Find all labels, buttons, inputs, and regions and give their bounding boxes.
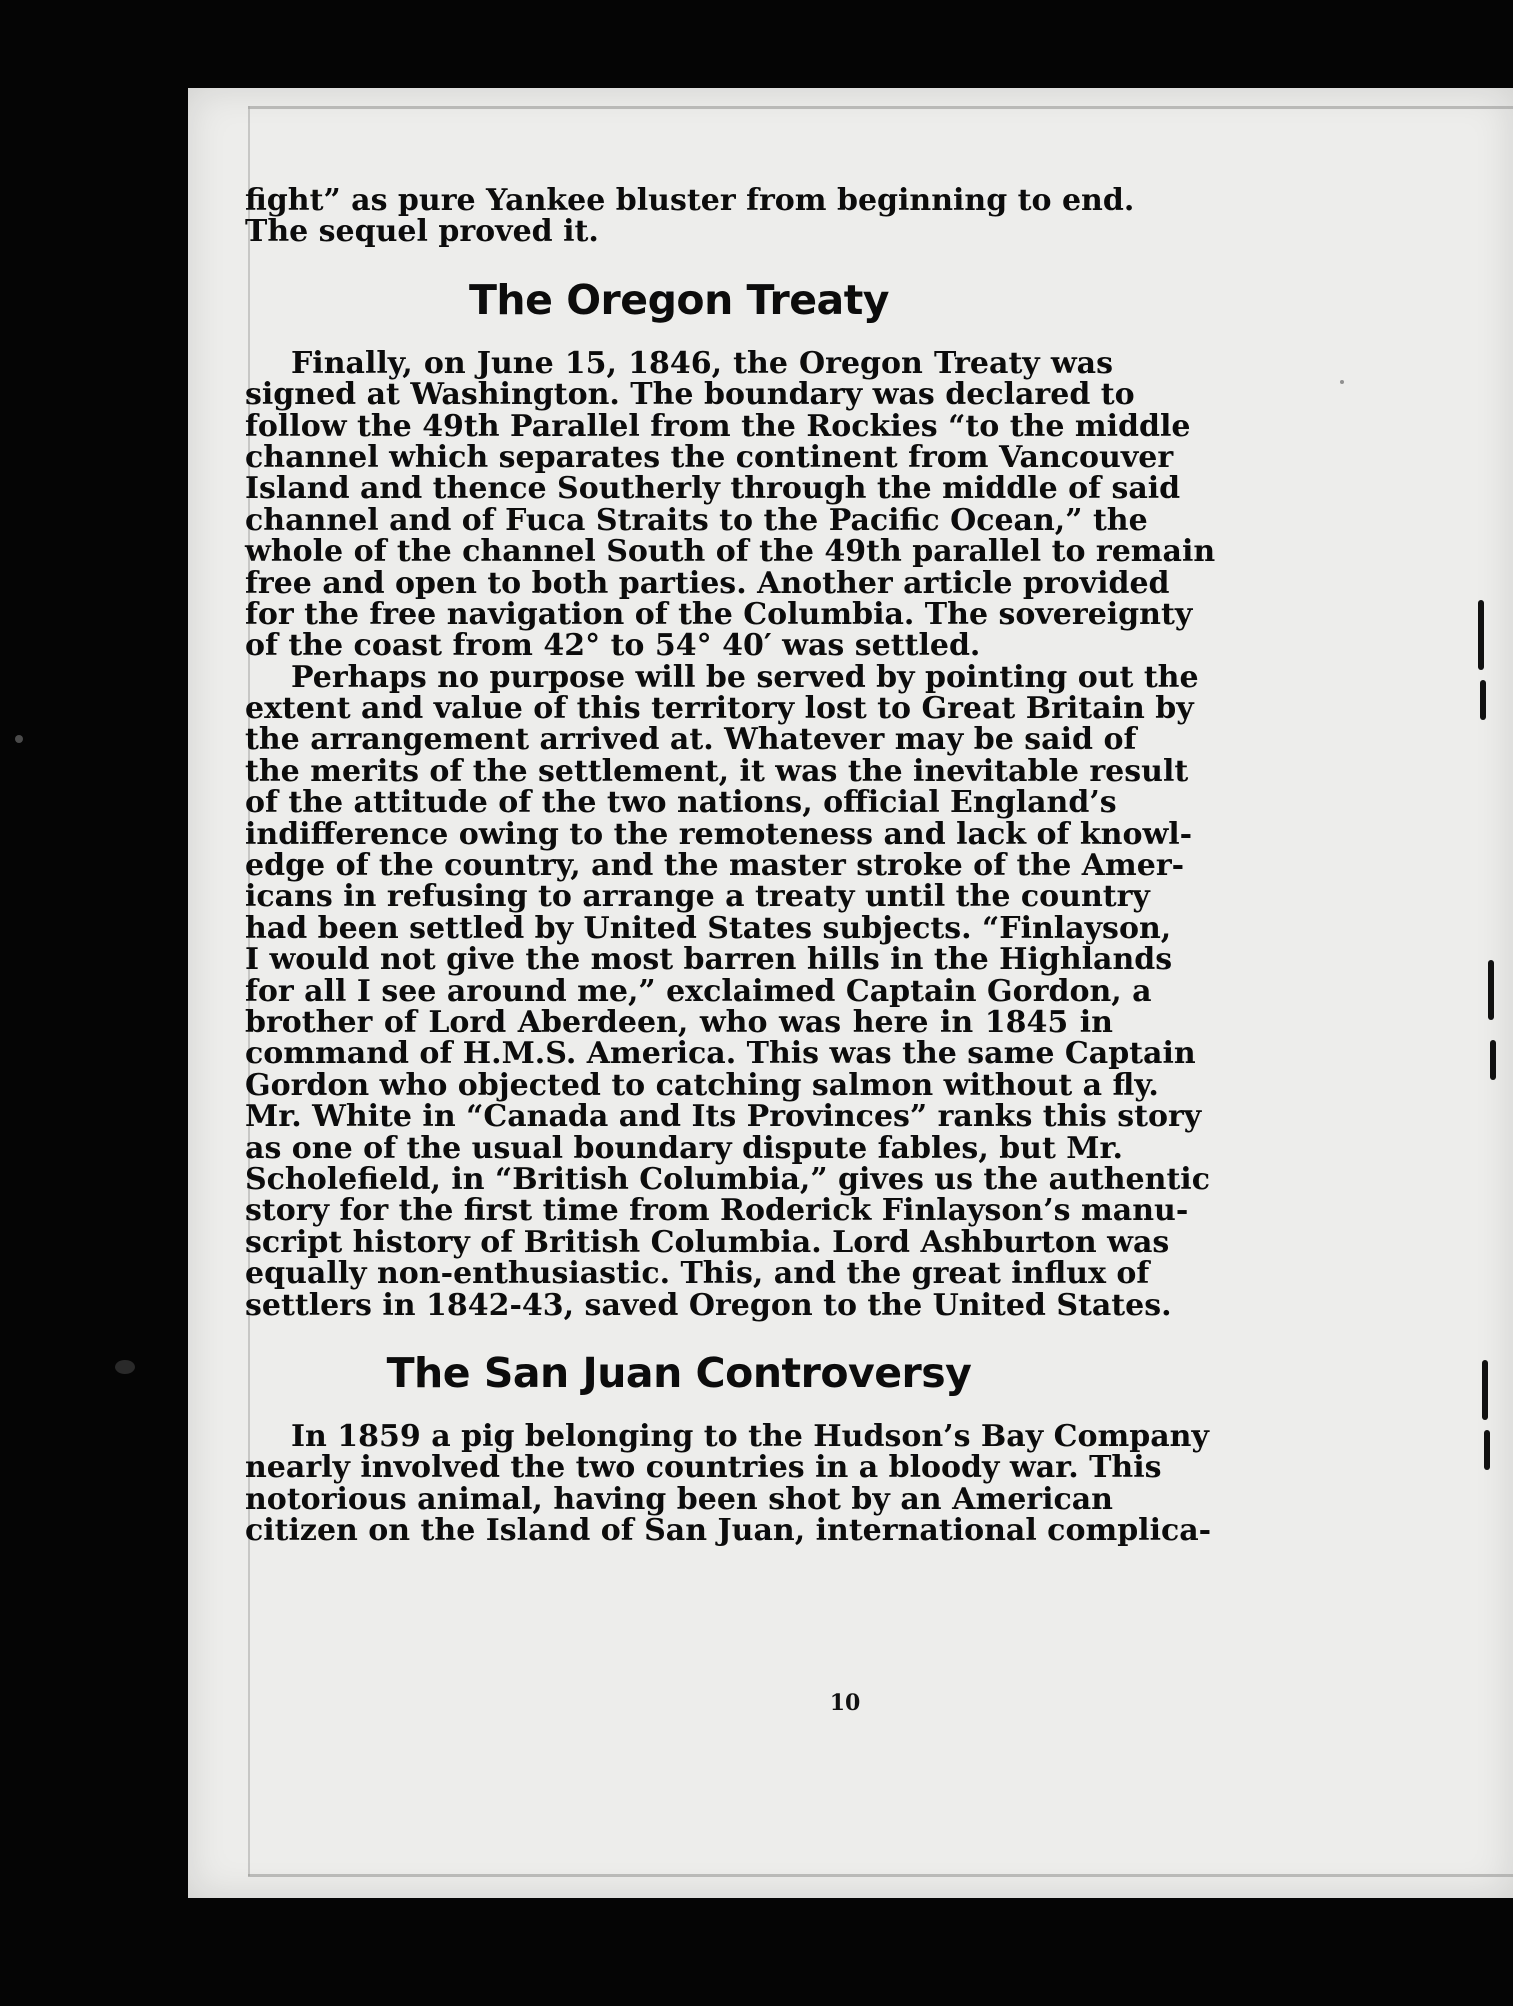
text-line: the merits of the settlement, it was the inevitable result xyxy=(245,753,1189,789)
text-line: The sequel proved it. xyxy=(245,214,599,250)
text-line: free and open to both parties. Another article provided xyxy=(245,565,1170,601)
text-line: fight” as pure Yankee bluster from beginning to end. xyxy=(245,183,1135,218)
text-line: Mr. White in “Canada and Its Provinces” ranks this story xyxy=(245,1099,1202,1135)
text-line: In 1859 a pig belonging to the Hudson’s Bay Company xyxy=(291,1418,1209,1454)
text-line: follow the 49th Parallel from the Rockies “to the middle xyxy=(245,408,1191,444)
text-line: for all I see around me,” exclaimed Captain Gordon, a xyxy=(245,973,1152,1009)
text-line: as one of the usual boundary dispute fables, but Mr. xyxy=(245,1130,1123,1166)
binding-mark xyxy=(1484,1430,1490,1470)
page-number: 10 xyxy=(829,1690,861,1716)
section-heading-oregon-treaty: The Oregon Treaty xyxy=(468,275,890,324)
text-line: Gordon who objected to catching salmon without a fly. xyxy=(245,1067,1159,1103)
text-line: brother of Lord Aberdeen, who was here in 1845 in xyxy=(245,1004,1113,1040)
text-line: channel which separates the continent from Vancouver xyxy=(245,439,1174,475)
text-line: Finally, on June 15, 1846, the Oregon Treaty was xyxy=(291,345,1113,381)
scan-speck xyxy=(15,735,23,743)
scan-speck xyxy=(1340,380,1344,384)
text-line: edge of the country, and the master stroke of the Amer- xyxy=(245,848,1185,884)
text-line: had been settled by United States subjects. “Finlayson, xyxy=(245,910,1172,946)
text-line: icans in refusing to arrange a treaty until the country xyxy=(245,879,1150,915)
text-line: Perhaps no purpose will be served by pointing out the xyxy=(291,659,1199,695)
text-line: Island and thence Southerly through the middle of said xyxy=(245,471,1181,507)
text-line: whole of the channel South of the 49th parallel to remain xyxy=(245,534,1216,570)
text-line: extent and value of this territory lost to Great Britain by xyxy=(245,691,1194,727)
text-line: story for the first time from Roderick Finlayson’s manu- xyxy=(245,1193,1189,1229)
binding-mark xyxy=(1490,1040,1496,1080)
text-line: nearly involved the two countries in a bloody war. This xyxy=(245,1450,1162,1486)
text-line: signed at Washington. The boundary was declared to xyxy=(245,377,1135,413)
text-line: command of H.M.S. America. This was the same Captain xyxy=(245,1036,1196,1072)
text-line: the arrangement arrived at. Whatever may be said of xyxy=(245,722,1137,758)
scan-speck xyxy=(115,1360,135,1374)
text-line: of the coast from 42° to 54° 40′ was settled. xyxy=(245,628,981,664)
text-line: indifference owing to the remoteness and lack of knowl- xyxy=(245,816,1193,852)
text-line: citizen on the Island of San Juan, international complica- xyxy=(245,1513,1212,1549)
text-line: channel and of Fuca Straits to the Pacific Ocean,” the xyxy=(245,502,1148,538)
text-line: equally non-enthusiastic. This, and the great influx of xyxy=(245,1256,1150,1292)
page-border-bottom xyxy=(248,1874,1513,1877)
text-line: settlers in 1842-43, saved Oregon to the United States. xyxy=(245,1287,1172,1323)
text-line: of the attitude of the two nations, official England’s xyxy=(245,785,1117,821)
text-line: for the free navigation of the Columbia. The sovereignty xyxy=(245,596,1193,632)
text-line: script history of British Columbia. Lord Ashburton was xyxy=(245,1224,1170,1260)
text-line: I would not give the most barren hills in the Highlands xyxy=(245,942,1173,978)
binding-mark xyxy=(1482,1360,1488,1420)
binding-mark xyxy=(1480,680,1486,720)
page-text xyxy=(245,183,1216,1549)
binding-mark xyxy=(1478,600,1484,670)
binding-mark xyxy=(1488,960,1494,1020)
text-line: Scholefield, in “British Columbia,” gives us the authentic xyxy=(245,1161,1210,1197)
section-heading-san-juan-controversy: The San Juan Controversy xyxy=(386,1348,972,1397)
text-line: notorious animal, having been shot by an American xyxy=(245,1481,1113,1517)
page-border-top xyxy=(248,106,1513,109)
